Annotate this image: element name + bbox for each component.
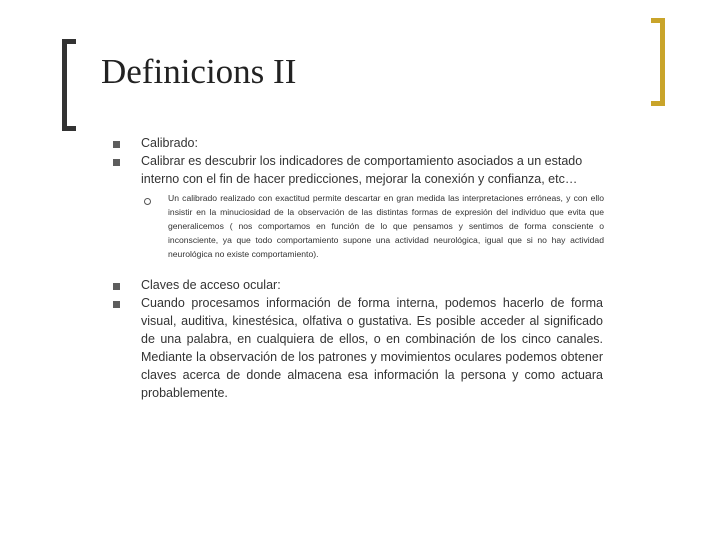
item-label-suffix: : — [194, 136, 198, 150]
bullet-square-icon — [113, 283, 120, 290]
list-item-text: Calibrar es descubrir los indicadores de comportamiento asociados a un estado interno con el fin de hacer predicciones, mejorar la conexión y confianza, etc… — [141, 154, 583, 186]
list-item-text: Cuando procesamos información de forma interna, podemos hacerlo de forma visual, auditiva, kinestésica, olfativa o gustativa. Es posible acceder al significado de una palabra, en cualquiera de ellos, o en combinación de los cinco canales. Mediante la observación de los patrones y movimientos oculares podemos obtener claves acerca de donde almacena esa información la persona y como actuara probablemente. — [141, 296, 603, 400]
bullet-square-icon — [113, 301, 120, 308]
item-label: Calibrado — [141, 136, 195, 150]
right-bracket-decoration — [651, 18, 665, 106]
bullet-square-icon — [113, 159, 120, 166]
list-item-claves — [141, 276, 603, 294]
item-label-suffix: : — [277, 278, 281, 292]
left-bracket-decoration — [62, 39, 76, 131]
item-label: Claves de acceso ocular — [141, 278, 278, 292]
list-item-calibrado — [141, 134, 603, 152]
bullet-circle-icon — [144, 198, 151, 205]
list-subitem-text: Un calibrado realizado con exactitud permite descartar en gran medida las interpretaciones erróneas, y con ello insistir en la minuciosidad de la observación de las distintas formas de expresión del individuo que evita que generalicemos ( nos comportamos en función de lo que pensamos y sentimos de forma consciente o inconsciente, ya que todo comportamiento supone una actividad neurológica, igual que si no hay actividad neurológica no existe comportamiento). — [168, 193, 604, 259]
slide-title: Definicions II — [101, 52, 297, 91]
bullet-square-icon — [113, 141, 120, 148]
